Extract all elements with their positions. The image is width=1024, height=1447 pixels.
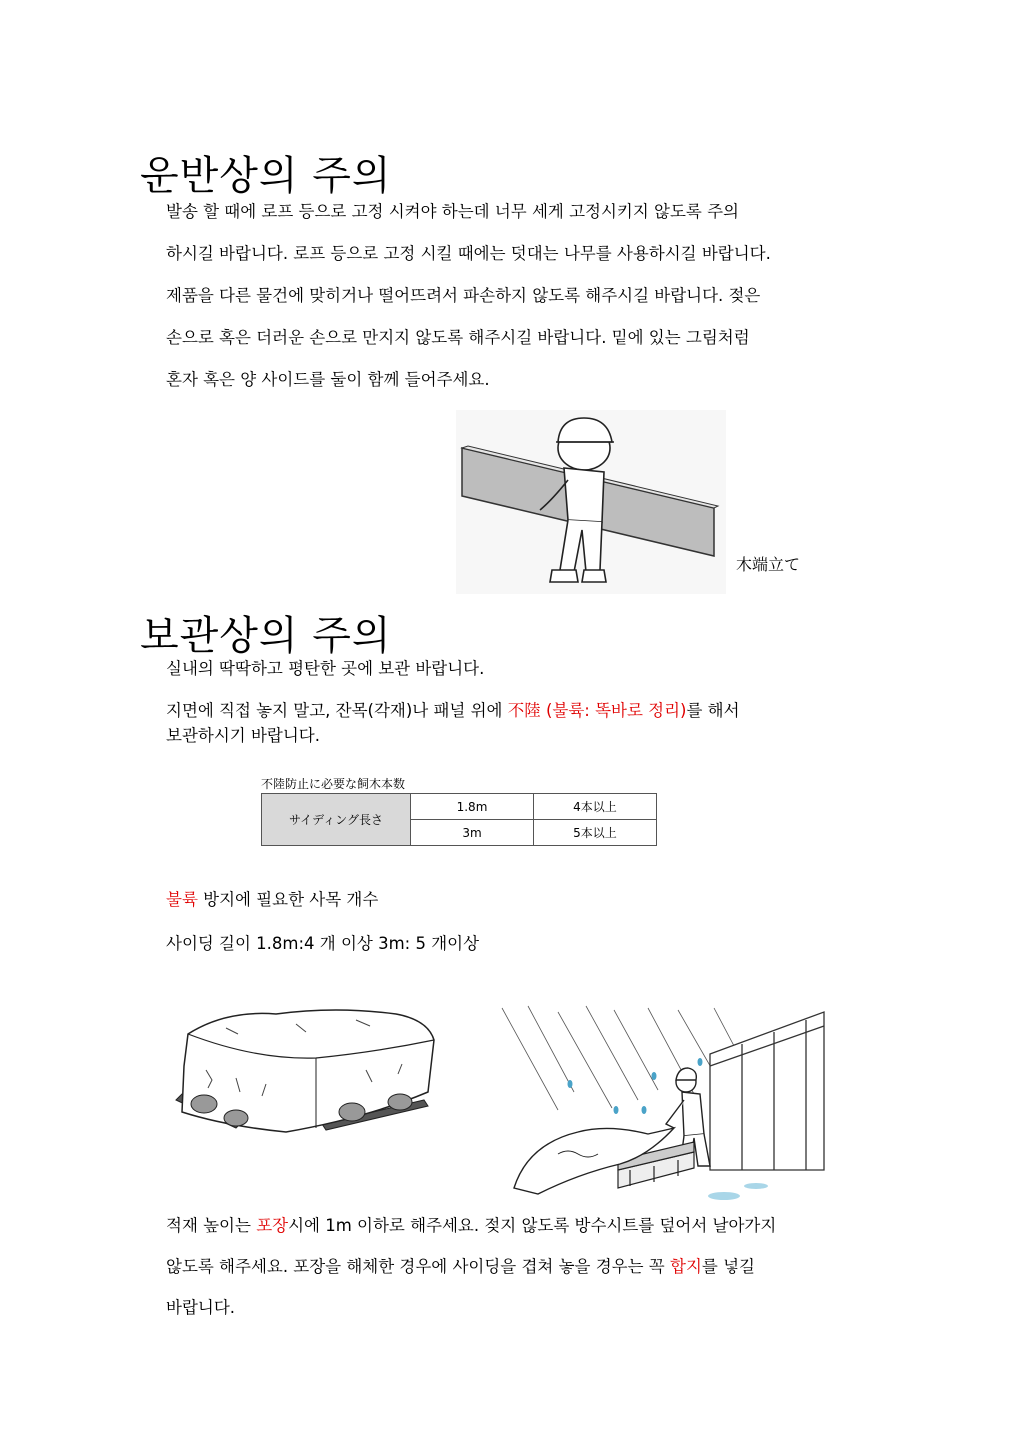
note-line-2: 사이딩 길이 1.8m:4 개 이상 3m: 5 개이상: [166, 934, 480, 953]
transport-line-3: 제품을 다른 물건에 맞히거나 떨어뜨려서 파손하지 않도록 해주시길 바랍니다. 젖은: [166, 286, 761, 305]
packing-term-highlight: 포장: [256, 1216, 289, 1235]
bottom-line-2-end: 를 넣길: [701, 1257, 755, 1276]
rain-covering-illustration: [498, 1004, 826, 1200]
transport-line-5: 혼자 혹은 양 사이드를 둘이 함께 들어주세요.: [166, 370, 490, 389]
section-title-transport: 운반상의 주의: [140, 153, 392, 199]
storage-line-2: [166, 697, 740, 721]
bottom-line-1-start: 적재 높이는: [166, 1216, 257, 1235]
count-cell: 4本以上: [534, 794, 657, 820]
transport-line-2: 하시길 바랍니다. 로프 등으로 고정 시킬 때에는 덧대는 나무를 사용하시길 바랍니다.: [166, 244, 771, 263]
transport-line-1: 발송 할 때에 로프 등으로 고정 시켜야 하는데 너무 세게 고정시키지 않도록 주의: [166, 202, 739, 221]
note-red-term: 불륙: [166, 890, 198, 909]
bottom-line-1: [166, 1212, 776, 1236]
length-cell: 1.8m: [411, 794, 534, 820]
support-count-table: [261, 793, 657, 846]
bottom-line-2: [166, 1253, 755, 1277]
section-title-storage: 보관상의 주의: [140, 613, 392, 659]
transport-paragraph: [166, 191, 771, 401]
note-line-1-rest: 방지에 필요한 사목 개수: [197, 890, 379, 909]
bottom-line-3: 바랍니다.: [166, 1298, 236, 1317]
bottom-line-2-start: 않도록 해주세요. 포장을 해체한 경우에 사이딩을 겹쳐 놓을 경우는 꼭: [166, 1257, 670, 1276]
storage-line-2-end: 를 해서: [686, 701, 740, 720]
storage-line-1: 실내의 딱딱하고 평탄한 곳에 보관 바랍니다.: [166, 659, 485, 678]
worker-carrying-board-illustration: [456, 410, 726, 594]
count-cell: 5本以上: [534, 820, 657, 846]
figure-caption: 木端立て: [736, 555, 801, 574]
uneven-term-highlight: 不陸 (불륙: 똑바로 정리): [507, 701, 687, 720]
covered-stack-illustration: [166, 1000, 442, 1152]
length-cell: 3m: [411, 820, 534, 846]
table-row: [262, 794, 657, 820]
note-line-1: [166, 886, 378, 910]
bottom-line-1-end: 시에 1m 이하로 해주세요. 젖지 않도록 방수시트를 덮어서 날아가지: [288, 1216, 777, 1235]
row-header-cell: サイディング長さ: [262, 794, 411, 846]
table-title: 不陸防止に必要な飼木本数: [261, 777, 406, 791]
storage-line-2-start: 지면에 직접 놓지 말고, 잔목(각재)나 패널 위에: [166, 701, 508, 720]
interleaf-term-highlight: 합지: [670, 1257, 702, 1276]
storage-line-3: 보관하시기 바랍니다.: [166, 726, 320, 745]
transport-line-4: 손으로 혹은 더러운 손으로 만지지 않도록 해주시길 바랍니다. 밑에 있는 그림처럼: [166, 328, 750, 347]
